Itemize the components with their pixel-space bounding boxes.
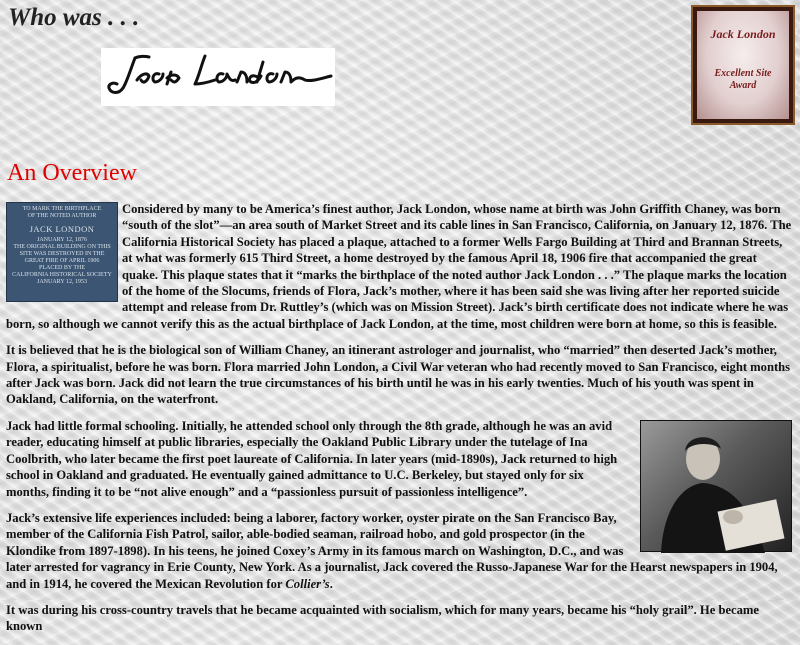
birthplace-plaque-image [6, 202, 118, 302]
award-title: Jack London [710, 27, 776, 41]
plaque-line: JANUARY 12, 1876 [37, 237, 87, 243]
page-heading-who-was: Who was . . . [8, 4, 140, 31]
paragraph-text: Considered by many to be America’s finest author, Jack London, whose name at birth was John Griffith Chaney, was born “south of the slot”—an area south of Market Street and its cable lines in San Francisco, California, on January 12, 1876. The California Historical Society has placed a plaque, attached to a former Wells Fargo Building at Third and Brannan Streets, at what was formerly 615 Third Street, a home destroyed by the famous April 18, 1906 fire that accompanied the great quake. This plaque states that it “marks the birthplace of the noted author Jack London . . .” The plaque marks the location of the home of the Slocums, friends of Flora, Jack’s mother, where it has been said she was living after her reported suicide attempt and release from Dr. Ruttley’s (which was on Mission Street). Jack’s birth certificate does not indicate where he was born, so although we cannot verify this as the actual birthplace of Jack London, at the time, most children were born at home, so this is feasible. [6, 202, 792, 331]
signature-icon [101, 48, 335, 106]
paragraph-text: Jack had little formal schooling. Initially, he attended school only through the 8th grade, although he was an avid reader, educating himself at public libraries, especially the Oakland Public Library under the tutelage of Ina Coolbrith, who later became the first poet laureate of California. In later years (mid-1890s), Jack returned to high school in Oakland and graduated. He eventually gained admittance to U.C. Berkeley, but stayed only for six months, finding it to be “not alive enough” and a “passionless pursuit of passionless intelligence”. [6, 418, 618, 499]
paragraph-schooling [6, 418, 792, 500]
plaque-line: OF THE NOTED AUTHOR [27, 213, 97, 219]
paragraph-parentage: It is believed that he is the biological son of William Chaney, an itinerant astrologer and journalist, who “married” then deserted Jack’s mother, Flora, a spiritualist, before he was born. Flora married John London, a Civil War veteran who had recently moved to San Francisco, eight months after Jack was born. Jack did not learn the true circumstances of his birth until he was in his early twenties. Much of his youth was spent in Oakland, California, on the waterfront. [6, 343, 791, 407]
plaque-line: PLACED BY THE [38, 265, 85, 271]
paragraph-birth [6, 201, 792, 332]
section-title-overview: An Overview [7, 160, 137, 186]
plaque-name: JACK LONDON [29, 224, 95, 234]
plaque-line: JANUARY 12, 1953 [37, 279, 87, 285]
portrait-icon [641, 421, 793, 553]
publication-title: Collier’s [285, 576, 330, 591]
jack-london-portrait-photo [640, 420, 792, 552]
article-body [6, 201, 792, 645]
award-text: Excellent Site Award [714, 68, 772, 91]
plaque-line: TO MARK THE BIRTHPLACE [22, 206, 102, 212]
paragraph-socialism: It was during his cross-country travels that he became acquainted with socialism, which for many years, became his “holy grail”. He became known [6, 602, 760, 634]
paragraph-end: . [329, 576, 333, 591]
excellent-site-award-badge[interactable] [693, 7, 793, 123]
jack-london-signature-image [101, 48, 335, 106]
plaque-line: CALIFORNIA HISTORICAL SOCIETY [12, 272, 112, 278]
plaque-line: THE ORIGINAL BUILDING ON THIS SITE WAS DESTROYED IN THE GREAT FIRE OF APRIL 1906 [13, 244, 111, 264]
paragraph-text: Jack’s extensive life experiences included: being a laborer, factory worker, oyster pirate on the San Francisco Bay, member of the California Fish Patrol, sailor, able-bodied seaman, railroad hobo, and gold prospector (in the Klondike from 1897-1898). In his teens, he joined Coxey’s Army in its famous march on Washington, D.C., and was later arrested for vagrancy in Erie County, New York. As a journalist, Jack covered the Russo-Japanese War for the Hearst newspapers in 1904, and in 1914, he covered the Mexican Revolution for [6, 510, 778, 591]
